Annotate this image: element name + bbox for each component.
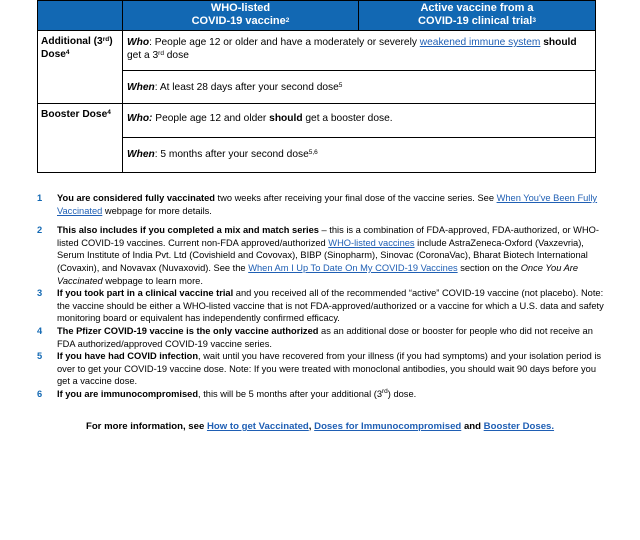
booster-when-cell: When: 5 months after your second dose$^{5,6}$ [123, 138, 596, 173]
booster-dose-label: Booster Dose$^4$ [38, 104, 123, 173]
table-row [38, 104, 596, 138]
doses-immunocompromised-link[interactable]: Doses for Immunocompromised [314, 421, 462, 432]
table-header-row [38, 1, 596, 31]
fully-vaccinated-link[interactable]: When You've Been Fully Vaccinated [57, 193, 598, 216]
vaccine-dose-table [37, 0, 596, 173]
booster-who-cell: Who: People age 12 and older should get a booster dose. [123, 104, 596, 138]
weakened-immune-system-link[interactable]: weakened immune system [419, 37, 541, 48]
table-row [38, 31, 596, 71]
footnotes [37, 192, 605, 401]
footnote-4: 4 The Pfizer COVID-19 vaccine is the only vaccine authorized as an additional dose or booster for people who did not receive an FDA authorized/approved COVID-19 vaccine series. [37, 325, 593, 349]
header-who-listed: WHO-listed COVID-19 vaccine$^2$ [123, 1, 359, 31]
how-to-get-vaccinated-link[interactable]: How to get Vaccinated [206, 421, 309, 432]
who-listed-vaccines-link[interactable]: WHO-listed vaccines [328, 237, 415, 248]
footnote-6: 6 If you are immunocompromised, this will be 5 months after your additional (3rd) dose. [37, 387, 417, 399]
footnote-2: 2 This also includes if you completed a mix and match series – this is a combination of FDA-approved, FDA-authorized, or WHO-listed COVID-19 vaccines. Current non-FDA approved/authorized WHO-listed vaccines include AstraZeneca-Oxford (Vaxzevria), Serum Institute of India Pvt. Ltd (Covishield and Covovax), BIBP (Sinopharm), Sinovac (CoronaVac), Bharat Biotech International (Covaxin), and Novavax (Nuvaxovid). See the When Am I Up To Date On My COVID-19 Vaccines section on the Once You Are Vaccinated webpage to learn more. [37, 225, 599, 286]
up-to-date-link[interactable]: When Am I Up To Date On My COVID-19 Vaccines [248, 262, 458, 273]
additional-when-cell: When: At least 28 days after your second dose$^5$ [123, 71, 596, 104]
header-blank-cell [38, 1, 123, 31]
footnote-3: 3 If you took part in a clinical vaccine trial and you received all of the recommended “active” COVID-19 vaccine (not placebo). Note: the vaccine should be either a WHO-listed vaccine that is not FDA-approved/authorized or a vaccine for which a U.S. data and safety monitoring board or equivalent has independently confirmed efficacy. [37, 288, 604, 324]
additional-who-cell: Who: People age 12 or older and have a moderately or severely weakened immune system should get a 3rd dose [123, 31, 596, 71]
more-info-line: For more information, see How to get Vaccinated, Doses for Immunocompromised and Booster Doses. [85, 421, 555, 432]
booster-doses-link[interactable]: Booster Doses. [483, 421, 555, 432]
footnote-5: 5 If you have had COVID infection, wait until you have recovered from your illness (if you had symptoms) and your isolation period is over to get your COVID-19 vaccine dose. Note: If you were treated with monoclonal antibodies, you should wait 90 days before you get a vaccine dose. [37, 351, 602, 387]
header-clinical-trial: Active vaccine from a COVID-19 clinical trial$^3$ [359, 1, 596, 31]
additional-dose-label: Additional (3rd) Dose$^4$ [38, 31, 123, 104]
footnote-1: 1 You are considered fully vaccinated two weeks after receiving your final dose of the vaccine series. See When You've Been Fully Vaccinated webpage for more details. [37, 193, 598, 216]
